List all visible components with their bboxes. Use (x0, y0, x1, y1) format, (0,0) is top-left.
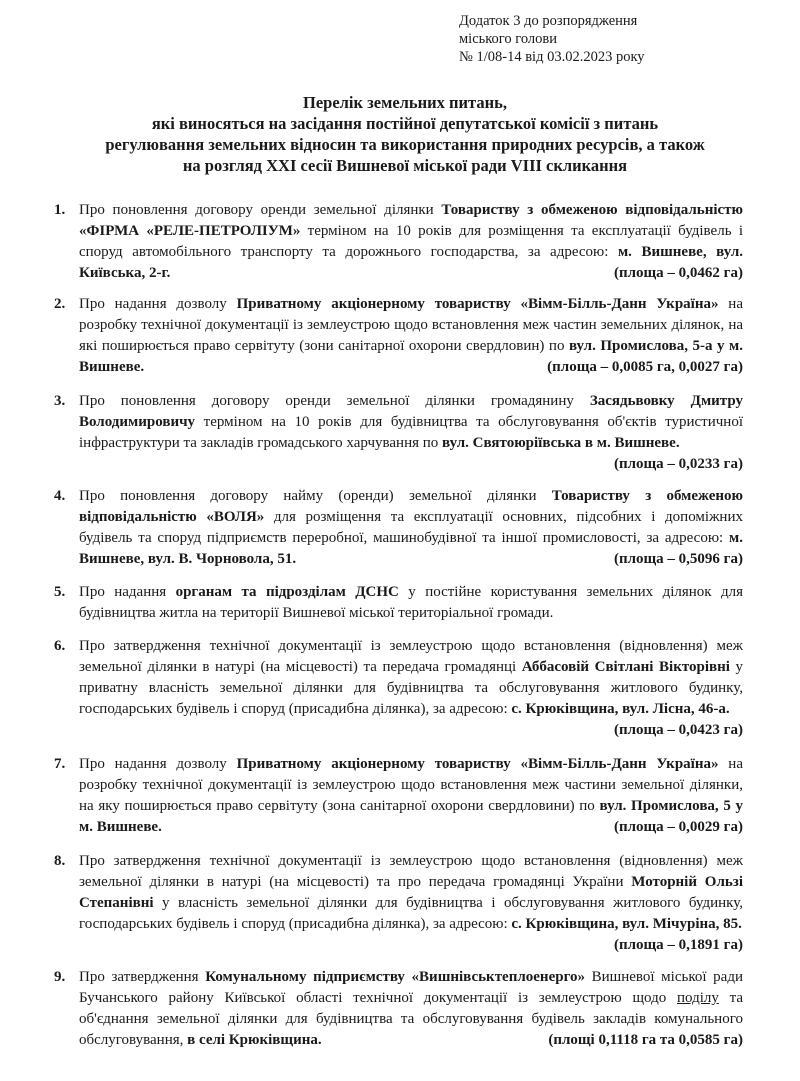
item-text-part: Про надання дозволу (79, 756, 237, 772)
item-entity: Засядьвовку Дмитру Володимировичу (79, 393, 743, 430)
item-text (79, 391, 743, 475)
item-area: (площа – 0,0085 га, 0,0027 га) (547, 359, 743, 375)
item-text-part: Про поновлення договору найму (оренди) земельної ділянки (79, 488, 552, 504)
item-text (79, 582, 743, 624)
item-area: (площі 0,1118 га та 0,0585 га) (548, 1032, 743, 1048)
item-text-part: Про затвердження (79, 969, 206, 985)
header-line-2: міського голови (459, 31, 558, 47)
item-entity: Моторній Ользі Степанівні (79, 874, 743, 911)
item-entity: Комунальному підприємству «Вишнівськтеплоенерго» (205, 969, 586, 985)
item-area: (площа – 0,0462 га) (613, 265, 743, 281)
item-area: (площа – 0,0423 га) (613, 722, 743, 738)
item-entity: Товариству з обмеженою відповідальністю «ВОЛЯ» (79, 488, 744, 525)
item-text (79, 754, 743, 838)
title-line-1: Перелік земельних питань, (303, 93, 507, 112)
item-area: (площа – 0,1891 га) (613, 937, 743, 953)
item-text-part: терміном на 10 років для розміщення та експлуатації будівель і споруд автомобільного транспорту та дорожнього господарства, за адресою: (79, 223, 743, 260)
document-title (20, 92, 790, 176)
item-text-part: на розробку технічної документації із землеустрою щодо встановлення меж частин земельних ділянок, на які поширюється право сервітуту (зони санітарної охорони свердловин) по (79, 296, 743, 354)
item-text-part: Про надання (79, 584, 176, 600)
item-entity: органам та підрозділам ДСНС (175, 584, 399, 600)
item-area: (площа – 0,0029 га) (613, 819, 743, 835)
title-line-4: на розгляд XXI сесії Вишневої міської ради VIII скликання (182, 156, 628, 175)
item-address: с. Крюківщина, вул. Мічуріна, 85. (511, 916, 742, 932)
item-text-part: для розміщення та експлуатації основних, підсобних і допоміжних будівель та споруд підприємств переробної, машинобудівної та іншої промисловості, за адресою: (79, 509, 743, 546)
item-text (79, 851, 743, 956)
item-text (79, 636, 743, 741)
item-number: 5. (54, 584, 66, 600)
item-address: вул. Промислова, 5-а у м. Вишневе. (79, 338, 743, 375)
item-text-part: Про надання дозволу (79, 296, 237, 312)
item-text-part: Вишневої міської ради Бучанського району Київської області технічної документації із землеустрою щодо (79, 969, 743, 1006)
item-address: вул. Промислова, 5 у м. Вишневе. (79, 798, 743, 835)
item-address: м. Вишневе, вул. В. Чорновола, 51. (79, 530, 743, 567)
item-number: 1. (54, 202, 66, 218)
item-text (79, 294, 743, 378)
title-line-2: які виносяться на засідання постійної депутатської комісії з питань (151, 114, 659, 133)
item-text-part: Про поновлення договору оренди земельної ділянки громадянину (79, 393, 590, 409)
item-text (79, 486, 743, 570)
item-underlined-word: поділу (676, 990, 719, 1006)
item-number: 4. (54, 488, 66, 504)
item-entity: Приватному акціонерному товариству «Вімм-Білль-Данн Україна» (236, 296, 719, 312)
item-text-part: у приватну власність земельної ділянки для будівництва та обслуговування житлового будинку, господарських будівель і споруд (присадибна ділянка), за адресою: (79, 659, 743, 717)
item-address: м. Вишневе, вул. Київська, 2-г. (79, 244, 744, 281)
item-number: 9. (54, 969, 66, 985)
item-entity: Приватному акціонерному товариству «Вімм-Білль-Данн Україна» (236, 756, 719, 772)
item-text-part: терміном на 10 років для будівництва та обслуговування об'єктів туристичної інфраструктури та закладів громадського харчування по (79, 414, 743, 451)
item-text-part: та об'єднання земельної ділянки для будівництва та обслуговування будівель закладів комунального обслуговування, (79, 990, 743, 1048)
item-text-part: Про затвердження технічної документації із землеустрою щодо встановлення (відновлення) меж земельної ділянки в натурі (на місцевості) та передача громадянці (79, 638, 743, 675)
item-text-part: на розробку технічної документації із землеустрою щодо встановлення меж частини земельної ділянки, на яку поширюється право сервітуту (зона санітарної охорони свердловини) по (79, 756, 743, 814)
item-number: 6. (54, 638, 66, 654)
item-number: 2. (54, 296, 66, 312)
item-text-part: у постійне користування земельних ділянок для будівництва житла на території Вишневої міської територіальної громади. (79, 584, 743, 621)
item-text (79, 200, 743, 284)
item-address: с. Крюківщина, вул. Лісна, 46-а. (511, 701, 730, 717)
item-text-part: Про поновлення договору оренди земельної ділянки (79, 202, 442, 218)
item-entity: Аббасовій Світлані Вікторівні (521, 659, 730, 675)
header-line-3: № 1/08-14 від 03.02.2023 року (459, 49, 645, 65)
item-address: вул. Святоюріївська в м. Вишневе. (442, 435, 680, 451)
item-text-part: Про затвердження технічної документації із землеустрою щодо встановлення (відновлення) меж земельної ділянки в натурі (на місцевості) та про передача громадянці України (79, 853, 743, 890)
item-text (79, 967, 743, 1051)
item-address: в селі Крюківщина. (187, 1032, 322, 1048)
appendix-header (459, 12, 759, 66)
title-line-3: регулювання земельних відносин та використання природних ресурсів, а також (105, 135, 705, 154)
item-text-part: у власність земельної ділянки для будівництва і обслуговування житлового будинку, господарських будівель і споруд (присадибна ділянка), за адресою: (79, 895, 743, 932)
item-number: 8. (54, 853, 66, 869)
item-number: 7. (54, 756, 66, 772)
item-entity: Товариству з обмеженою відповідальністю «ФІРМА «РЕЛЕ-ПЕТРОЛІУМ» (79, 202, 743, 239)
item-number: 3. (54, 393, 66, 409)
item-area: (площа – 0,0233 га) (613, 456, 743, 472)
header-line-1: Додаток 3 до розпорядження (459, 13, 638, 29)
item-area: (площа – 0,5096 га) (613, 551, 743, 567)
